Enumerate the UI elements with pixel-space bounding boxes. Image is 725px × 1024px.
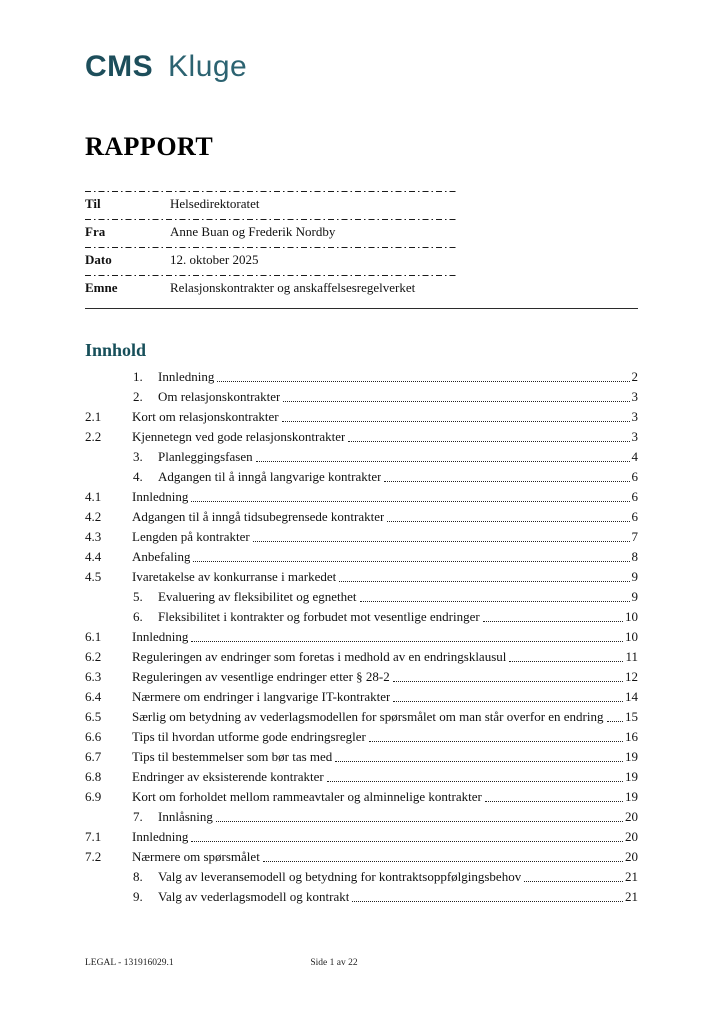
toc-dot-leader [191, 501, 629, 502]
toc-entry-page: 19 [625, 769, 638, 784]
toc-entry-number: 8. [133, 869, 143, 884]
toc-entry-page: 6 [631, 489, 638, 504]
meta-row [85, 219, 457, 247]
toc-entry [85, 805, 638, 825]
toc-entry-title: Lengden på kontrakter [132, 529, 250, 544]
toc-entry-title: Innledning [158, 369, 215, 384]
toc-entry [85, 865, 638, 885]
toc-entry-title: Adgangen til å inngå tidsubegrensede kontrakter [132, 509, 385, 524]
toc-entry [85, 385, 638, 405]
toc-entry-number: 6.6 [85, 729, 102, 744]
toc-entry-title: Evaluering av fleksibilitet og egnethet [158, 589, 357, 604]
toc-entry-number: 6. [133, 609, 143, 624]
toc-entry-number: 7.2 [85, 849, 102, 864]
toc-entry [85, 405, 638, 425]
toc-dot-leader [216, 821, 623, 822]
toc-entry-page: 16 [625, 729, 638, 744]
toc-dot-leader [348, 441, 629, 442]
toc-entry-title: Kort om forholdet mellom rammeavtaler og alminnelige kontrakter [132, 789, 482, 804]
toc-dot-leader [327, 781, 623, 782]
meta-label: Til [85, 196, 101, 211]
toc-entry-title: Reguleringen av vesentlige endringer etter § 28-2 [132, 669, 390, 684]
toc-entry-title: Innlåsning [158, 809, 213, 824]
toc-entry-title: Fleksibilitet i kontrakter og forbudet mot vesentlige endringer [158, 609, 480, 624]
toc-entry-title: Kort om relasjonskontrakter [132, 409, 279, 424]
toc-entry [85, 845, 638, 865]
toc-entry-title: Særlig om betydning av vederlagsmodellen for spørsmålet om man står overfor en endring [132, 709, 604, 724]
toc-entry [85, 665, 638, 685]
toc-entry [85, 565, 638, 585]
toc-entry [85, 505, 638, 525]
toc-entry-number: 4.1 [85, 489, 102, 504]
toc-entry-page: 8 [631, 549, 638, 564]
toc-entry-number: 4.5 [85, 569, 102, 584]
toc-dot-leader [485, 801, 623, 802]
toc-entry-number: 6.7 [85, 749, 102, 764]
toc-entry-page: 3 [631, 389, 638, 404]
toc-entry-page: 12 [625, 669, 638, 684]
toc-entry-number: 4.2 [85, 509, 102, 524]
toc-entry [85, 425, 638, 445]
toc-dot-leader [384, 481, 629, 482]
toc-entry-number: 6.3 [85, 669, 102, 684]
toc-entry [85, 785, 638, 805]
toc-entry-page: 15 [625, 709, 638, 724]
toc-entry [85, 605, 638, 625]
toc-entry-title: Kjennetegn ved gode relasjonskontrakter [132, 429, 346, 444]
toc-dot-leader [360, 601, 630, 602]
logo-kluge-text: Kluge [168, 50, 248, 83]
meta-table [85, 191, 457, 303]
toc-dot-leader [256, 461, 630, 462]
meta-label: Emne [85, 279, 118, 295]
toc-entry-number: 4.3 [85, 529, 102, 544]
toc-entry [85, 885, 638, 905]
toc-entry-page: 9 [631, 589, 638, 604]
toc-entry-number: 1. [133, 369, 143, 384]
toc-entry-title: Anbefaling [132, 549, 191, 564]
toc-entry-title: Planleggingsfasen [158, 449, 253, 464]
toc-entry-title: Innledning [132, 489, 189, 504]
meta-value: 12. oktober 2025 [170, 251, 259, 267]
toc-entry [85, 745, 638, 765]
toc-entry-number: 6.8 [85, 769, 102, 784]
meta-row [85, 247, 457, 275]
toc-list [85, 365, 638, 905]
toc-entry [85, 705, 638, 725]
toc-entry-title: Valg av leveransemodell og betydning for kontraktsoppfølgingsbehov [158, 869, 522, 884]
toc-entry-title: Tips til bestemmelser som bør tas med [132, 749, 333, 764]
toc-entry-number: 9. [133, 889, 143, 904]
toc-entry [85, 545, 638, 565]
toc-entry-number: 6.1 [85, 629, 102, 644]
toc-entry-number: 2.1 [85, 409, 102, 424]
toc-entry [85, 445, 638, 465]
toc-dot-leader [193, 561, 629, 562]
toc-entry [85, 625, 638, 645]
toc-entry [85, 725, 638, 745]
toc-entry-number: 7. [133, 809, 143, 824]
toc-entry-title: Nærmere om endringer i langvarige IT-kontrakter [132, 689, 391, 704]
meta-row [85, 275, 457, 303]
meta-value: Helsedirektoratet [170, 196, 260, 211]
toc-entry-title: Tips til hvordan utforme gode endringsregler [132, 729, 366, 744]
meta-label: Dato [85, 251, 112, 267]
toc-entry [85, 685, 638, 705]
toc-entry-number: 4. [133, 469, 143, 484]
toc-entry-number: 6.5 [85, 709, 102, 724]
footer-page-number: Side 1 av 22 [310, 958, 358, 968]
toc-entry-page: 11 [625, 649, 638, 664]
toc-entry [85, 465, 638, 485]
toc-entry-title: Innledning [132, 829, 189, 844]
toc-entry [85, 645, 638, 665]
toc-entry-page: 21 [625, 869, 638, 884]
toc-dot-leader [352, 901, 623, 902]
toc-entry [85, 765, 638, 785]
toc-entry [85, 585, 638, 605]
toc-entry-number: 5. [133, 589, 143, 604]
toc-entry-title: Reguleringen av endringer som foretas i medhold av en endringsklausul [132, 649, 507, 664]
toc-entry-page: 6 [631, 469, 638, 484]
toc-entry-page: 7 [631, 529, 638, 544]
toc-entry-page: 3 [631, 429, 638, 444]
toc-dot-leader [524, 881, 623, 882]
toc-entry-page: 21 [625, 889, 638, 904]
toc-entry-number: 6.2 [85, 649, 102, 664]
toc-entry [85, 525, 638, 545]
logo-cms-text: CMS [85, 50, 154, 83]
toc-dot-leader [217, 381, 629, 382]
toc-dot-leader [263, 861, 623, 862]
toc-entry-number: 7.1 [85, 829, 102, 844]
toc-dot-leader [607, 721, 624, 722]
toc-dot-leader [253, 541, 630, 542]
toc-entry-title: Endringer av eksisterende kontrakter [132, 769, 324, 784]
toc-entry-number: 2. [133, 389, 143, 404]
toc-entry-page: 3 [631, 409, 638, 424]
toc-entry [85, 485, 638, 505]
toc-entry-number: 6.4 [85, 689, 102, 704]
toc-entry-page: 4 [631, 449, 638, 464]
toc-entry-page: 10 [625, 629, 638, 644]
toc-entry-page: 20 [625, 809, 638, 824]
toc-entry-title: Valg av vederlagsmodell og kontrakt [158, 889, 350, 904]
toc-entry-number: 4.4 [85, 549, 102, 564]
toc-entry-number: 3. [133, 449, 143, 464]
toc-dot-leader [387, 521, 629, 522]
cms-kluge-logo [85, 50, 247, 84]
toc-entry-page: 19 [625, 749, 638, 764]
toc-entry-title: Innledning [132, 629, 189, 644]
toc-dot-leader [191, 841, 623, 842]
toc-entry-page: 20 [625, 829, 638, 844]
meta-label: Fra [85, 223, 106, 239]
toc-entry [85, 825, 638, 845]
meta-value: Anne Buan og Frederik Nordby [170, 223, 336, 239]
toc-dot-leader [393, 701, 623, 702]
toc-entry-title: Adgangen til å inngå langvarige kontrakter [158, 469, 382, 484]
toc-dot-leader [191, 641, 623, 642]
toc-entry-page: 6 [631, 509, 638, 524]
toc-dot-leader [483, 621, 623, 622]
footer-doc-id: LEGAL - 131916029.1 [85, 958, 174, 968]
toc-entry-number: 2.2 [85, 429, 102, 444]
section-divider [85, 308, 638, 309]
toc-dot-leader [369, 741, 623, 742]
toc-entry-page: 20 [625, 849, 638, 864]
toc-entry-number: 6.9 [85, 789, 102, 804]
meta-row [85, 191, 457, 219]
toc-entry-title: Nærmere om spørsmålet [132, 849, 260, 864]
toc-dot-leader [335, 761, 623, 762]
toc-dot-leader [393, 681, 623, 682]
toc-entry [85, 365, 638, 385]
toc-entry-page: 9 [631, 569, 638, 584]
toc-entry-page: 2 [631, 369, 638, 384]
toc-entry-page: 19 [625, 789, 638, 804]
toc-entry-title: Ivaretakelse av konkurranse i markedet [132, 569, 337, 584]
toc-entry-title: Om relasjonskontrakter [158, 389, 281, 404]
toc-dot-leader [339, 581, 629, 582]
toc-dot-leader [282, 421, 630, 422]
toc-entry-page: 10 [625, 609, 638, 624]
toc-dot-leader [509, 661, 623, 662]
report-title: RAPPORT [85, 132, 214, 161]
toc-entry-page: 14 [625, 689, 638, 704]
toc-dot-leader [283, 401, 629, 402]
meta-value: Relasjonskontrakter og anskaffelsesregelverket [170, 279, 416, 295]
toc-heading: Innhold [85, 340, 147, 360]
